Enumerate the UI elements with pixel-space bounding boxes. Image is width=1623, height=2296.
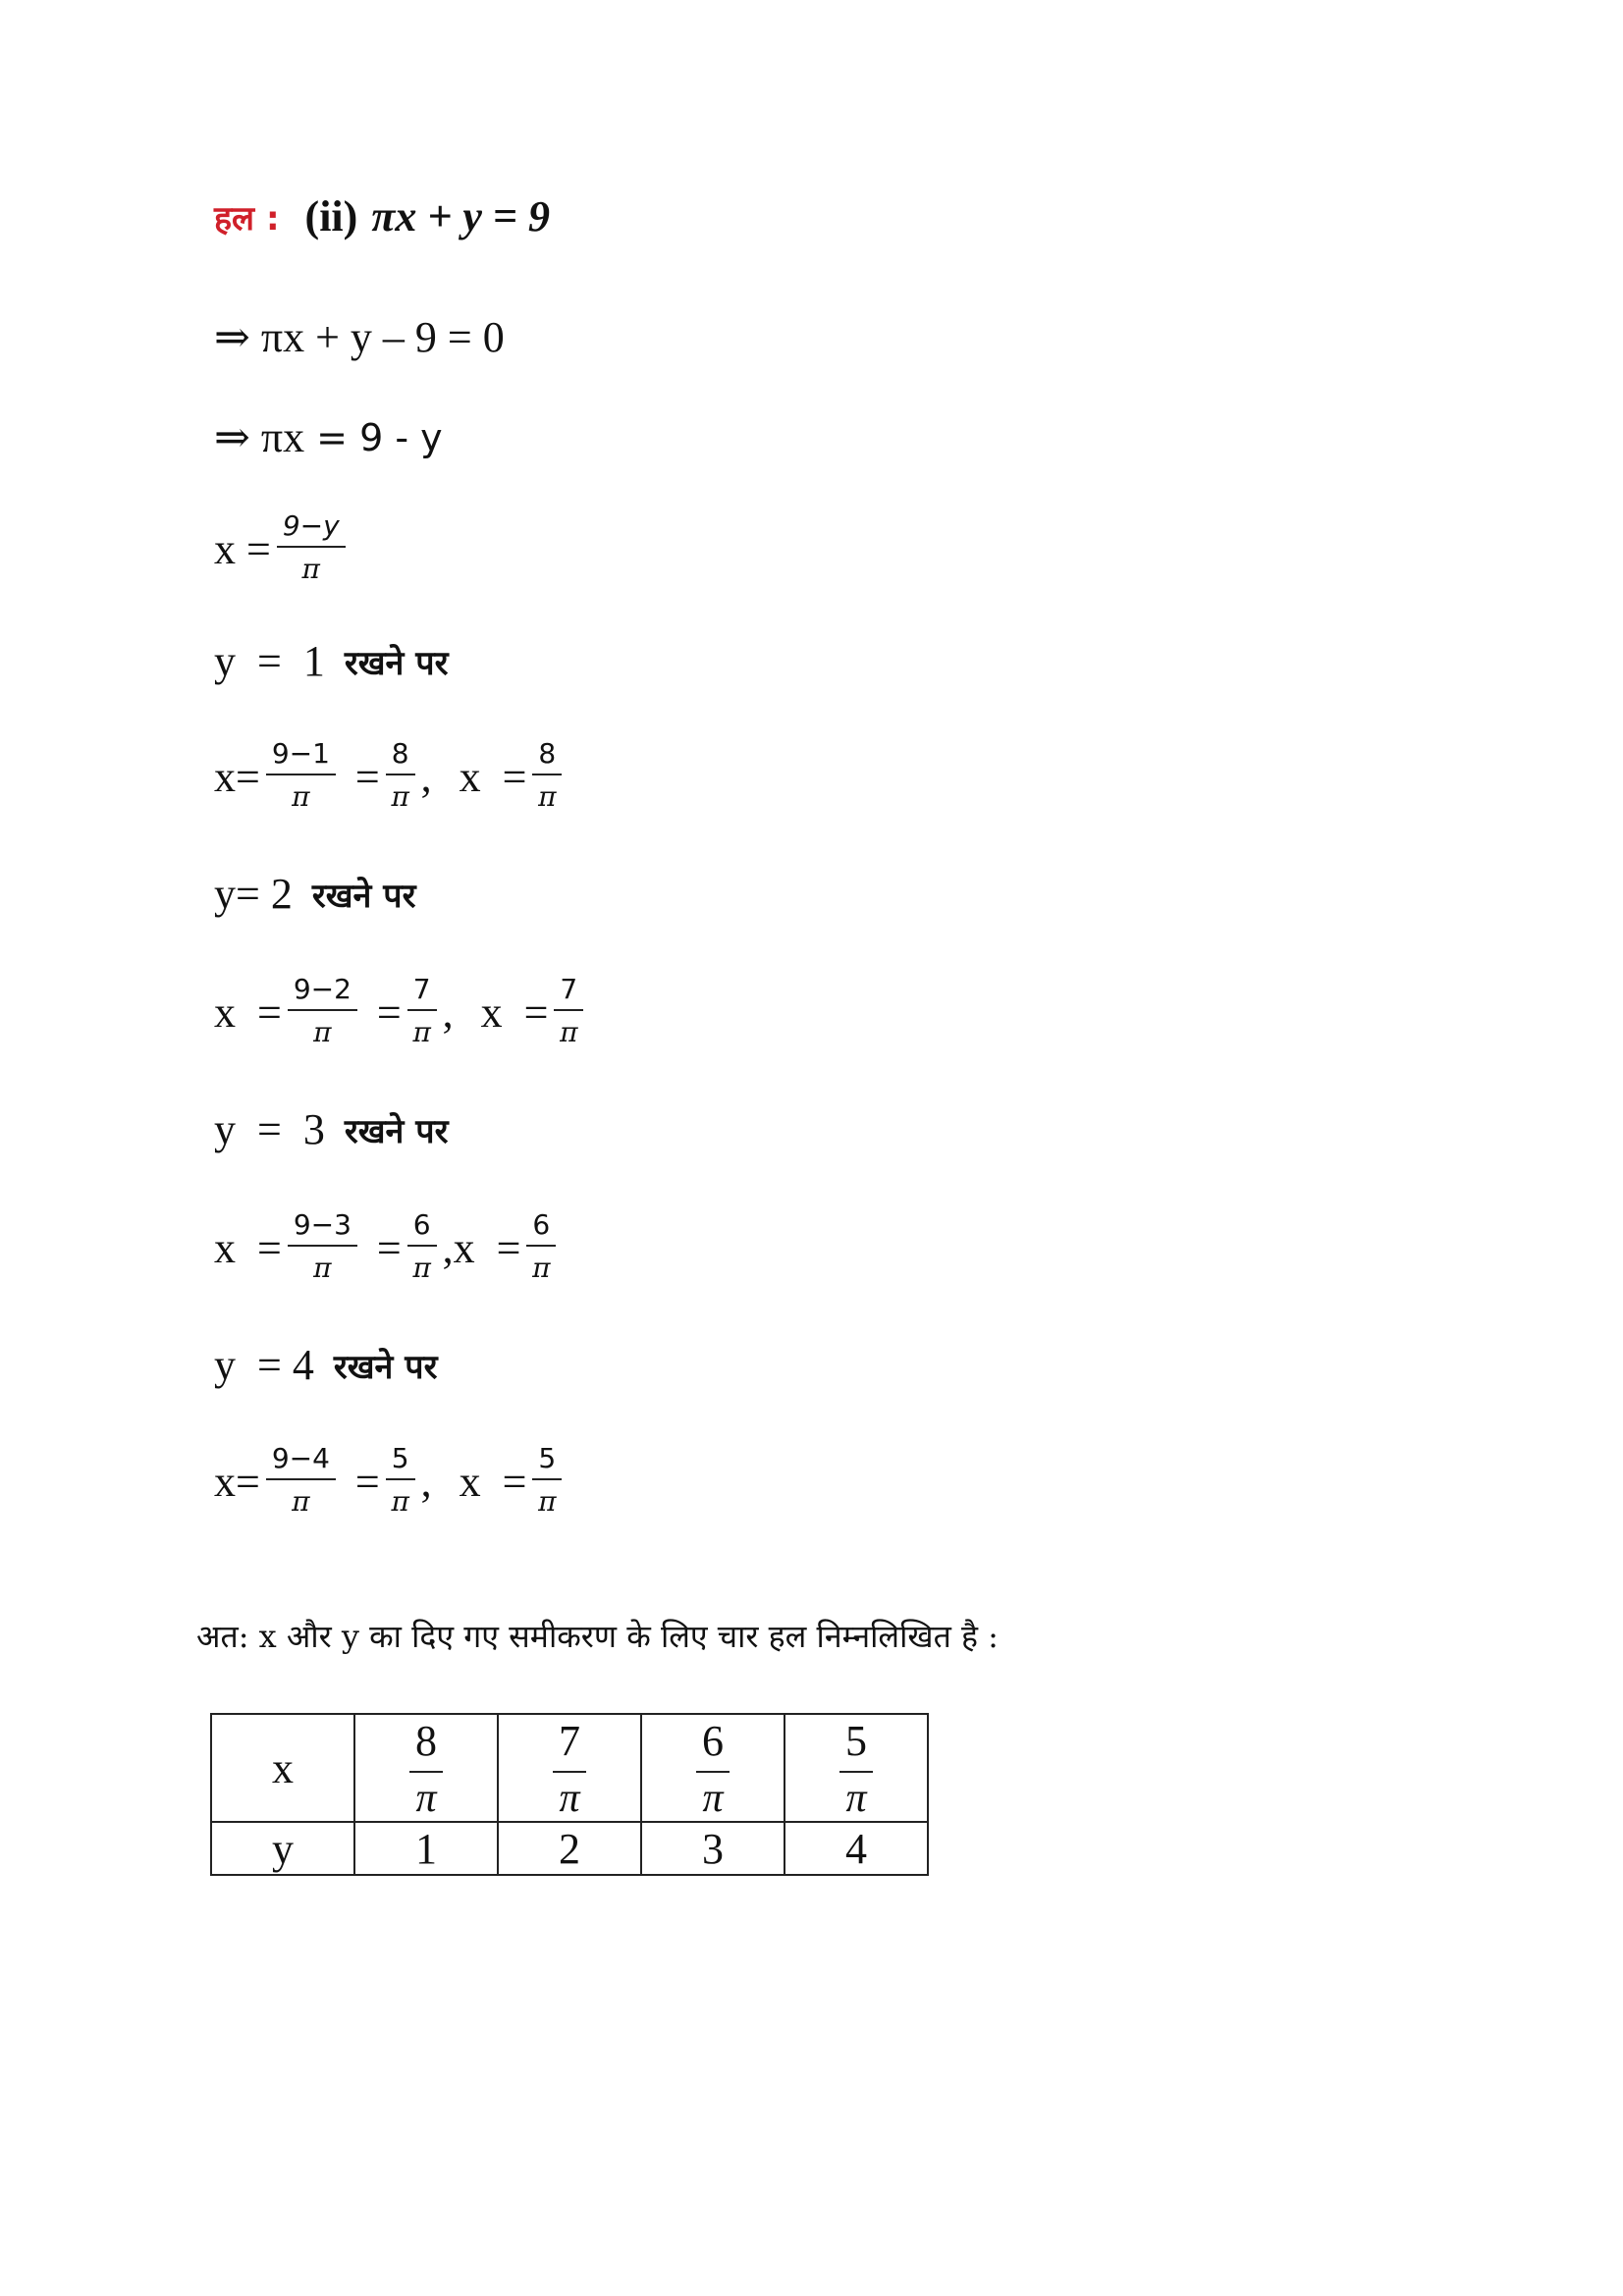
fraction: $\frac{5}{\pi}$ (532, 1443, 562, 1521)
case-2-result: x = $\frac{9-2}{\pi}$ = $\frac{7}{\pi}$ , x = $\frac{7}{\pi}$ (214, 974, 589, 1051)
case-1-result: x= $\frac{9-1}{\pi}$ = $\frac{8}{\pi}$ , x = $\frac{8}{\pi}$ (214, 738, 568, 816)
fraction: $\frac{9-1}{\pi}$ (266, 738, 336, 816)
fraction: $\frac{7}{\pi}$ (554, 974, 583, 1051)
y-label-cell: y (211, 1822, 354, 1875)
case-3-put: y = 3 रखने पर (214, 1105, 449, 1153)
table-cell: 1 (354, 1822, 498, 1875)
step-rearrange: ⇒ πx + y – 9 = 0 (214, 313, 505, 361)
table-cell: 4 (784, 1822, 928, 1875)
case-1-put: y = 1 रखने पर (214, 637, 449, 685)
table-cell: 3 (641, 1822, 784, 1875)
fraction: $\frac{6}{\pi}$ (526, 1209, 556, 1287)
problem-equation: πx + y = 9 (371, 192, 551, 240)
fraction: $\frac{9-3}{\pi}$ (288, 1209, 357, 1287)
fraction: $\frac{8}{\pi}$ (532, 738, 562, 816)
fraction: $\frac{5}{\pi}$ (386, 1443, 415, 1521)
fraction: $\frac{7}{\pi}$ (407, 974, 437, 1051)
x-label-cell: x (211, 1714, 354, 1822)
case-4-result: x= $\frac{9-4}{\pi}$ = $\frac{5}{\pi}$ , x = $\frac{5}{\pi}$ (214, 1443, 568, 1521)
table-cell: 2 (498, 1822, 641, 1875)
problem-part: (ii) (304, 192, 358, 240)
table-cell: $\frac{8}{\pi}$ (354, 1714, 498, 1822)
fraction: $\frac{9-y}{\pi}$ (277, 510, 346, 588)
table-row (211, 1714, 928, 1822)
solution-heading (214, 191, 550, 241)
table-cell: $\frac{7}{\pi}$ (498, 1714, 641, 1822)
case-3-result: x = $\frac{9-3}{\pi}$ = $\frac{6}{\pi}$ , x = $\frac{6}{\pi}$ (214, 1209, 562, 1287)
fraction: $\frac{6}{\pi}$ (407, 1209, 437, 1287)
step-x-expression: x = $\frac{9-y}{\pi}$ (214, 510, 352, 588)
fraction: $\frac{8}{\pi}$ (386, 738, 415, 816)
fraction: $\frac{9-4}{\pi}$ (266, 1443, 336, 1521)
solution-table (210, 1713, 929, 1876)
table-cell: $\frac{6}{\pi}$ (641, 1714, 784, 1822)
table-row (211, 1822, 928, 1875)
case-4-put: y = 4 रखने पर (214, 1341, 438, 1389)
conclusion-text: अत: x और y का दिए गए समीकरण के लिए चार हल निम्नलिखित है : (196, 1618, 999, 1655)
step-isolate: ⇒ πx = 9 - y (214, 413, 443, 461)
fraction: $\frac{9-2}{\pi}$ (288, 974, 357, 1051)
hal-label: हल : (214, 198, 280, 239)
table-cell: $\frac{5}{\pi}$ (784, 1714, 928, 1822)
case-2-put: y= 2 रखने पर (214, 870, 416, 918)
